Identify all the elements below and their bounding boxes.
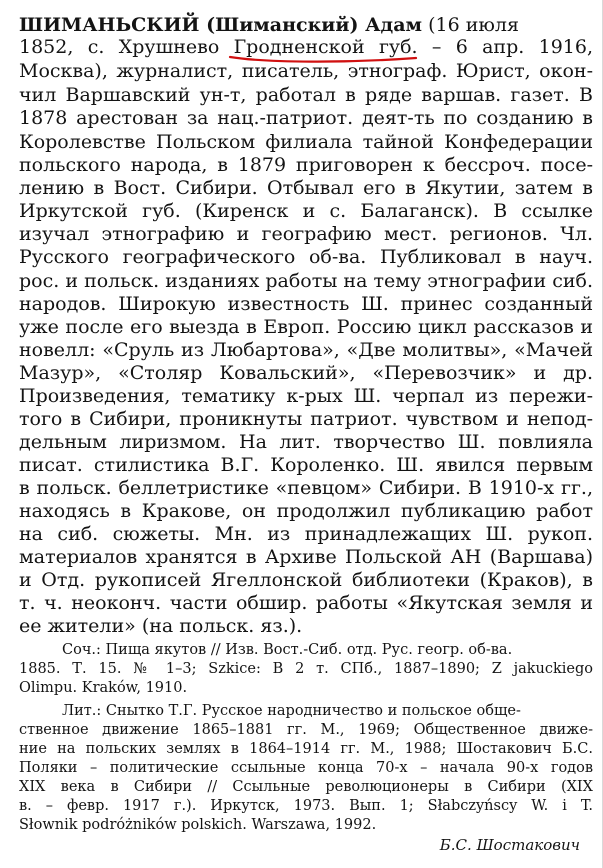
literature-line: в. – февр. 1917 г.). Иркутск, 1973. Вып. 1; Słabczyńscy W. i T. <box>19 798 593 814</box>
text-line: народов. Широкую известность Ш. принес созданный <box>19 293 593 315</box>
text-line: новелл: «Сруль из Любартова», «Две молитвы», «Мачей <box>19 339 593 361</box>
text-line: чил Варшавский ун-т, работал в ряде варшав. газет. В <box>19 84 593 106</box>
text-line-last: ее жители» (на польск. яз.). <box>19 615 303 637</box>
works-line: 1885. Т. 15. № 1–3; Szkice: В 2 т. СПб., 1887–1890; Z jakuckiego <box>19 661 593 677</box>
text-line: Иркутской губ. (Киренск и с. Балаганск). В ссылке <box>19 200 593 222</box>
literature-line: XIX века в Сибири // Ссыльные революционеры в Сибири (XIX <box>19 779 593 795</box>
text-line: писат. стилистика В.Г. Короленко. Ш. явился первым <box>19 454 593 476</box>
text-line: уже после его выезда в Европ. Россию цикл рассказов и <box>19 316 593 338</box>
red-underline-mark <box>228 54 418 64</box>
literature-line: ственное движение 1865–1881 гг. М., 1969; Общественное движе- <box>19 722 593 738</box>
text-line: на сиб. сюжеты. Мн. из принадлежащих Ш. рукоп. <box>19 523 593 545</box>
works-line: Соч.: Пища якутов // Изв. Вост.-Сиб. отд. Рус. геогр. об-ва. <box>62 642 513 658</box>
author-signature: Б.С. Шостакович <box>439 836 580 854</box>
text-line: рос. и польск. изданиях работы на тему этнографии сиб. <box>19 270 593 292</box>
works-line: Olimpu. Kraków, 1910. <box>19 680 188 696</box>
literature-line: Поляки – политические ссыльные конца 70-х – начала 90-х годов <box>19 760 593 776</box>
text-line: изучал этнографию и географию мест. регионов. Чл. <box>19 223 593 245</box>
text-line: Королевстве Польском филиала тайной Конфедерации <box>19 131 593 153</box>
text-line: Произведения, тематику к-рых Ш. черпал из пережи- <box>19 385 593 407</box>
text-line: того в Сибири, проникнуты патриот. чувством и непод- <box>19 408 593 430</box>
text-line: (16 июля <box>422 14 519 36</box>
text-line: Русского географического об-ва. Публиковал в науч. <box>19 246 593 268</box>
text-line: польского народа, в 1879 приговорен к бессроч. посе- <box>19 154 593 176</box>
article-first-line <box>19 14 519 36</box>
text-line: в польск. беллетристике «певцом» Сибири. В 1910-х гг., <box>19 477 593 499</box>
text-line: дельным лиризмом. На лит. творчество Ш. повлияла <box>19 431 593 453</box>
text-line: 1852, с. Хрушнево Гродненской губ. – 6 апр. 1916, <box>19 36 593 58</box>
text-line: материалов хранятся в Архиве Польской АН (Варшава) <box>19 546 593 568</box>
literature-line: Słownik podróżników polskich. Warszawa, 1992. <box>19 817 377 833</box>
text-line: Москва), журналист, писатель, этнограф. Юрист, окон- <box>19 60 593 82</box>
literature-line: ние на польских землях в 1864–1914 гг. М., 1988; Шостакович Б.С. <box>19 741 593 757</box>
text-line: лению в Вост. Сибири. Отбывал его в Якутии, затем в <box>19 177 593 199</box>
literature-line: Лит.: Снытко Т.Г. Русское народничество и польское обще- <box>62 703 521 719</box>
text-line: 1878 арестован за нац.-патриот. деят-ть по созданию в <box>19 107 593 129</box>
text-line: находясь в Кракове, он продолжил публикацию работ <box>19 500 593 522</box>
text-line: т. ч. неоконч. части обшир. работы «Якутская земля и <box>19 592 593 614</box>
article-headword: ШИМАНЬСКИЙ (Шиманский) Адам <box>19 14 423 36</box>
text-line: и Отд. рукописей Ягеллонской библиотеки (Краков), в <box>19 569 593 591</box>
text-line: Мазур», «Столяр Ковальский», «Перевозчик» и др. <box>19 362 593 384</box>
